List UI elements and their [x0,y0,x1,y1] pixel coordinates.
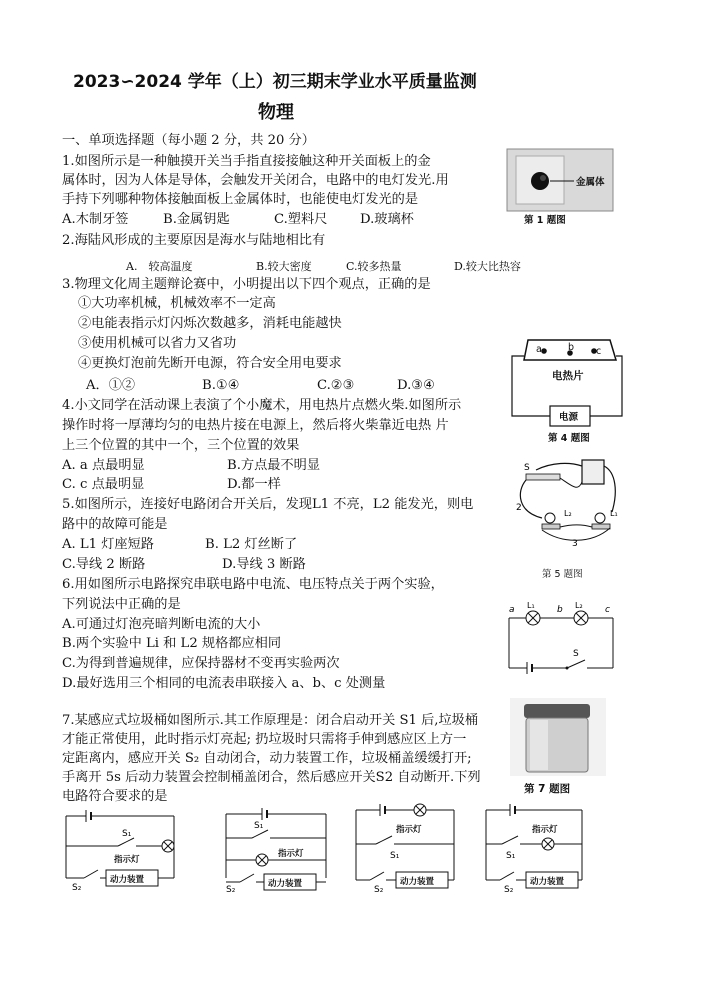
q1-fig-label: 金属体 [576,177,605,188]
q1-fig-caption: 第 1 题图 [524,215,566,226]
q1-option-d: D.玻璃杯 [360,212,414,227]
svg-text:3: 3 [572,539,578,548]
q3-option-d: D.③④ [397,378,435,393]
svg-text:c: c [605,605,610,615]
q1-option-b: B.金属钥匙 [163,212,230,227]
section-heading: 一、单项选择题（每小题 2 分，共 20 分） [62,133,315,148]
q4-fig-a: a [536,344,542,355]
q7c-motor-label: 动力装置 [400,877,435,887]
q7b-lamp-label: 指示灯 [278,849,304,859]
svg-text:L₁: L₁ [610,509,618,518]
svg-text:b: b [557,605,563,615]
q6-figure [505,598,617,680]
q4-option-a: A. a 点最明显 [62,458,145,473]
svg-text:2: 2 [516,503,522,513]
q4-line-2: 操作时将一厚薄均匀的电热片接在电源上，然后将火柴靠近电热 片 [62,418,449,433]
q7d-motor-label: 动力装置 [530,877,565,887]
q7-line-2: 才能正常使用，此时指示灯亮起; 扔垃圾时只需将手伸到感应区上方一 [62,732,467,747]
q2-option-b: B.较大密度 [256,260,312,273]
q4-line-3: 上三个位置的其中一个，三个位置的效果 [62,438,300,453]
q2-stem: 2.海陆风形成的主要原因是海水与陆地相比有 [62,233,326,248]
q7-line-5: 电路符合要求的是 [62,789,168,804]
q7-line-3: 定距离内，感应开关 S₂ 自动闭合，动力装置工作，垃圾桶盖缓缓打开; [62,751,472,766]
q3-item-3: ③使用机械可以省力又省功 [78,336,237,351]
q2-option-c: C.较多热量 [346,260,402,273]
q2-option-a: A. 较高温度 [126,260,193,273]
q4-line-1: 4.小文同学在活动课上表演了个小魔术，用电热片点燃火柴.如图所示 [62,398,462,413]
q4-fig-b: b [568,342,575,353]
svg-text:S₂: S₂ [374,885,384,894]
q1-option-a: A.木制牙签 [62,212,129,227]
subject-title: 物理 [258,102,294,123]
svg-text:L₂: L₂ [564,509,572,518]
svg-text:S₂: S₂ [226,885,236,894]
svg-text:S: S [524,463,530,473]
q5-option-b: B. L2 灯丝断了 [205,537,298,552]
q7a-motor-label: 动力装置 [110,875,145,885]
q5-figure [512,452,622,582]
q4-option-b: B.方点最不明显 [227,458,321,473]
q5-fig-caption: 第 5 题图 [542,569,583,580]
q5-line-2: 路中的故障可能是 [62,517,168,532]
q7-circuit-d [482,800,588,894]
q1-line-2: 属体时，因为人体是导体，会触发开关闭合，电路中的电灯发光.用 [62,173,449,188]
q7-figure [510,698,606,800]
q3-option-a: A．①② [86,378,136,393]
q7d-lamp-label: 指示灯 [532,825,558,835]
svg-text:S₂: S₂ [504,885,514,894]
svg-text:S₂: S₂ [72,883,82,893]
q4-fig-c: c [596,346,602,357]
svg-text:S: S [573,649,579,659]
q3-option-b: B.①④ [202,378,240,393]
q4-option-d: D.都一样 [227,477,281,492]
q3-item-2: ②电能表指示灯闪烁次数越多，消耗电能越快 [78,316,342,331]
exam-title: 2023∽2024 学年（上）初三期末学业水平质量监测 [73,72,477,92]
svg-text:L₂: L₂ [575,601,583,610]
q7a-lamp-label: 指示灯 [114,855,140,865]
q5-option-d: D.导线 3 断路 [222,557,306,572]
svg-text:S₁: S₁ [390,851,400,861]
q6-option-a: A.可通过灯泡亮暗判断电流的大小 [62,617,261,632]
q6-option-d: D.最好选用三个相同的电流表串联接入 a、b、c 处测量 [62,676,386,691]
q2-option-d: D.较大比热容 [454,260,521,273]
q5-option-c: C.导线 2 断路 [62,557,146,572]
q4-figure [508,336,626,444]
q4-fig-source: 电源 [559,412,579,423]
q3-option-c: C.②③ [317,378,355,393]
q1-figure [506,148,614,228]
q3-stem: 3.物理文化周主题辩论赛中，小明提出以下四个观点，正确的是 [62,277,431,292]
q7-line-4: 手离开 5s 后动力装置会控制桶盖闭合，然后感应开关S2 自动断开.下列 [62,770,481,785]
q4-option-c: C. c 点最明显 [62,477,145,492]
q7-fig-caption: 第 7 题图 [524,783,571,795]
q7c-lamp-label: 指示灯 [396,825,422,835]
q4-fig-plate: 电热片 [552,370,584,382]
q6-option-c: C.为得到普遍规律，应保持器材不变再实验两次 [62,656,340,671]
q4-fig-caption: 第 4 题图 [548,433,590,444]
q7-circuit-b [222,808,332,894]
q7-circuit-a [62,808,180,894]
q5-option-a: A. L1 灯座短路 [62,537,154,552]
svg-text:S₁: S₁ [122,829,132,839]
q6-line-2: 下列说法中正确的是 [62,597,181,612]
q1-line-1: 1.如图所示是一种触摸开关当手指直接接触这种开关面板上的金 [62,154,431,169]
q3-item-1: ①大功率机械，机械效率不一定高 [78,296,276,311]
q7-line-1: 7.某感应式垃圾桶如图所示.其工作原理是：闭合启动开关 S1 后,垃圾桶 [62,713,479,728]
q1-line-3: 手持下列哪种物体接触面板上金属体时，也能使电灯发光的是 [62,192,419,207]
q5-line-1: 5.如图所示，连接好电路闭合开关后，发现L1 不亮，L2 能发光，则电 [62,497,474,512]
svg-text:L₁: L₁ [527,601,535,610]
q3-item-4: ④更换灯泡前先断开电源，符合安全用电要求 [78,356,342,371]
svg-text:a: a [509,605,515,615]
svg-text:S₁: S₁ [506,851,516,861]
q6-line-1: 6.用如图所示电路探究串联电路中电流、电压特点关于两个实验， [62,577,444,592]
q7-circuit-c [352,800,460,894]
q7b-motor-label: 动力装置 [268,879,303,889]
svg-text:S₁: S₁ [254,821,264,831]
q1-option-c: C.塑料尺 [274,212,328,227]
q6-option-b: B.两个实验中 Li 和 L2 规格都应相同 [62,636,282,651]
